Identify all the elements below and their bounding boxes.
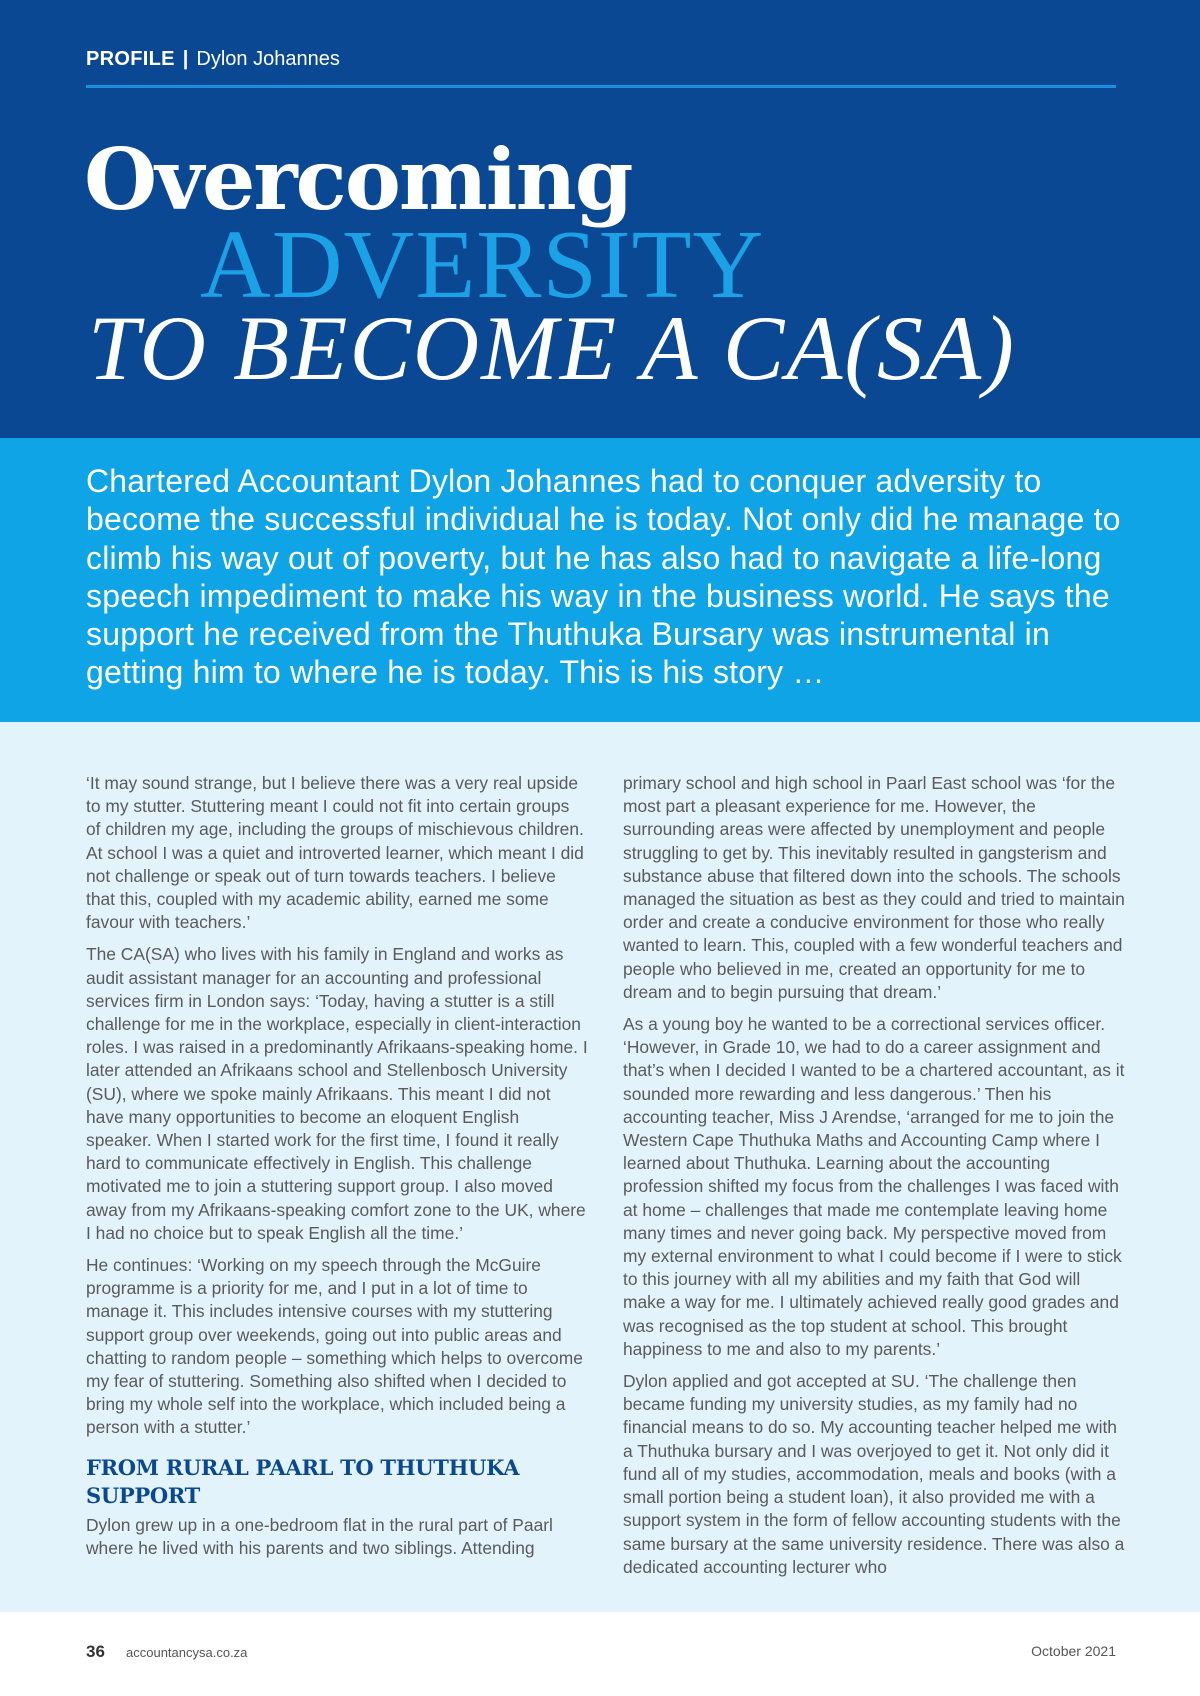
paragraph: He continues: ‘Working on my speech through the McGuire programme is a priority for me, and I put in a lot of time to manage it. This includes intensive courses with my stuttering support group over weekends, going out into public areas and chatting to random people – something which helps to overcome my fear of stuttering. Something also shifted when I decided to bring my whole self into the workplace, which included being a person with a stutter.’ (86, 1255, 583, 1438)
left-column (86, 772, 588, 1569)
issue-date: October 2021 (1031, 1643, 1116, 1659)
paragraph: As a young boy he wanted to be a correctional services officer. ‘However, in Grade 10, we had to do a career assignment and that’s when I decided I wanted to be a chartered accountant, as it sounded more rewarding and less dangerous.’ Then his accounting teacher, Miss J Arendse, ‘arranged for me to join the Western Cape Thuthuka Maths and Accounting Camp where I learned about Thuthuka. Learning about the accounting profession shifted my focus from the challenges I was faced with at home – challenges that made me contemplate leaving home many times and never going back. My perspective moved from my external environment to what I could become if I were to stick to this journey with all my abilities and my faith that God will make a way for me. I ultimately achieved really good grades and was recognised as the top student at school. This brought happiness to me and also to my parents.’ (623, 1014, 1125, 1359)
website-link: accountancysa.co.za (126, 1645, 248, 1660)
paragraph: primary school and high school in Paarl East school was ‘for the most part a pleasant experience for me. However, the surrounding areas were affected by unemployment and people struggling to get by. This inevitably resulted in gangsterism and substance abuse that filtered down into the schools. The schools managed the situation as best as they could and tried to maintain order and create a conducive environment for those who really wanted to learn. This, coupled with a few wonderful teachers and people who believed in me, created an opportunity for me to dream and to begin pursuing that dream.’ (623, 773, 1125, 1002)
headline-line-1: Overcoming (84, 130, 632, 229)
headline-line-2: ADVERSITY (200, 211, 765, 319)
profile-name: Dylon Johannes (196, 48, 340, 70)
kicker-separator: | (182, 48, 189, 70)
standfirst-banner (0, 438, 1200, 722)
paragraph: ‘It may sound strange, but I believe there was a very real upside to my stutter. Stuttering meant I could not fit into certain groups of children my age, including the groups of mischievous children. At school I was a quiet and introverted learner, which meant I did not challenge or speak out of turn towards teachers. I believe that this, coupled with my academic ability, earned me some favour with teachers.’ (86, 773, 584, 933)
title-banner (0, 0, 1200, 438)
headline-line-3: TO BECOME A CA(SA) (88, 297, 1016, 399)
section-label: PROFILE (86, 48, 175, 70)
page-number: 36 (86, 1642, 105, 1661)
paragraph: The CA(SA) who lives with his family in England and works as audit assistant manager for an accounting and professional services firm in London says: ‘Today, having a stutter is a still challenge for me in the workplace, especially in client-interaction roles. I was raised in a predominantly Afrikaans-speaking home. I later attended an Afrikaans school and Stellenbosch University (SU), where we spoke mainly Afrikaans. This meant I did not have many opportunities to become an eloquent English speaker. When I started work for the first time, I found it really hard to communicate effectively in English. This challenge motivated me to join a stuttering support group. I also moved away from my Afrikaans-speaking comfort zone to the UK, where I had no choice but to speak English all the time.’ (86, 944, 588, 1243)
subheading: FROM RURAL PAARL TO THUTHUKA SUPPORT (86, 1454, 520, 1508)
section-kicker (86, 46, 340, 72)
page-footer (0, 1612, 1200, 1696)
standfirst-text: Chartered Accountant Dylon Johannes had to conquer adversity to become the successful individual he is today. Not only did he manage to climb his way out of poverty, but he has also had to navigate a life-long speech impediment to make his way in the business world. He says the support he received from the Thuthuka Bursary was instrumental in getting him to where he is today. This is his story … (86, 463, 1121, 691)
article-body (0, 722, 1200, 1612)
kicker-divider (86, 85, 1116, 88)
paragraph: Dylon applied and got accepted at SU. ‘The challenge then became funding my university studies, as my family had no financial means to do so. My accounting teacher helped me with a Thuthuka bursary and I was overjoyed to get it. Not only did it fund all of my studies, accommodation, meals and books (with a small portion being a student loan), it also provided me with a support system in the form of fellow accounting students with the same bursary at the same university residence. There was also a dedicated accounting lecturer who (623, 1371, 1125, 1577)
paragraph: Dylon grew up in a one-bedroom flat in the rural part of Paarl where he lived with his parents and two siblings. Attending (86, 1514, 553, 1558)
right-column (623, 772, 1125, 1588)
